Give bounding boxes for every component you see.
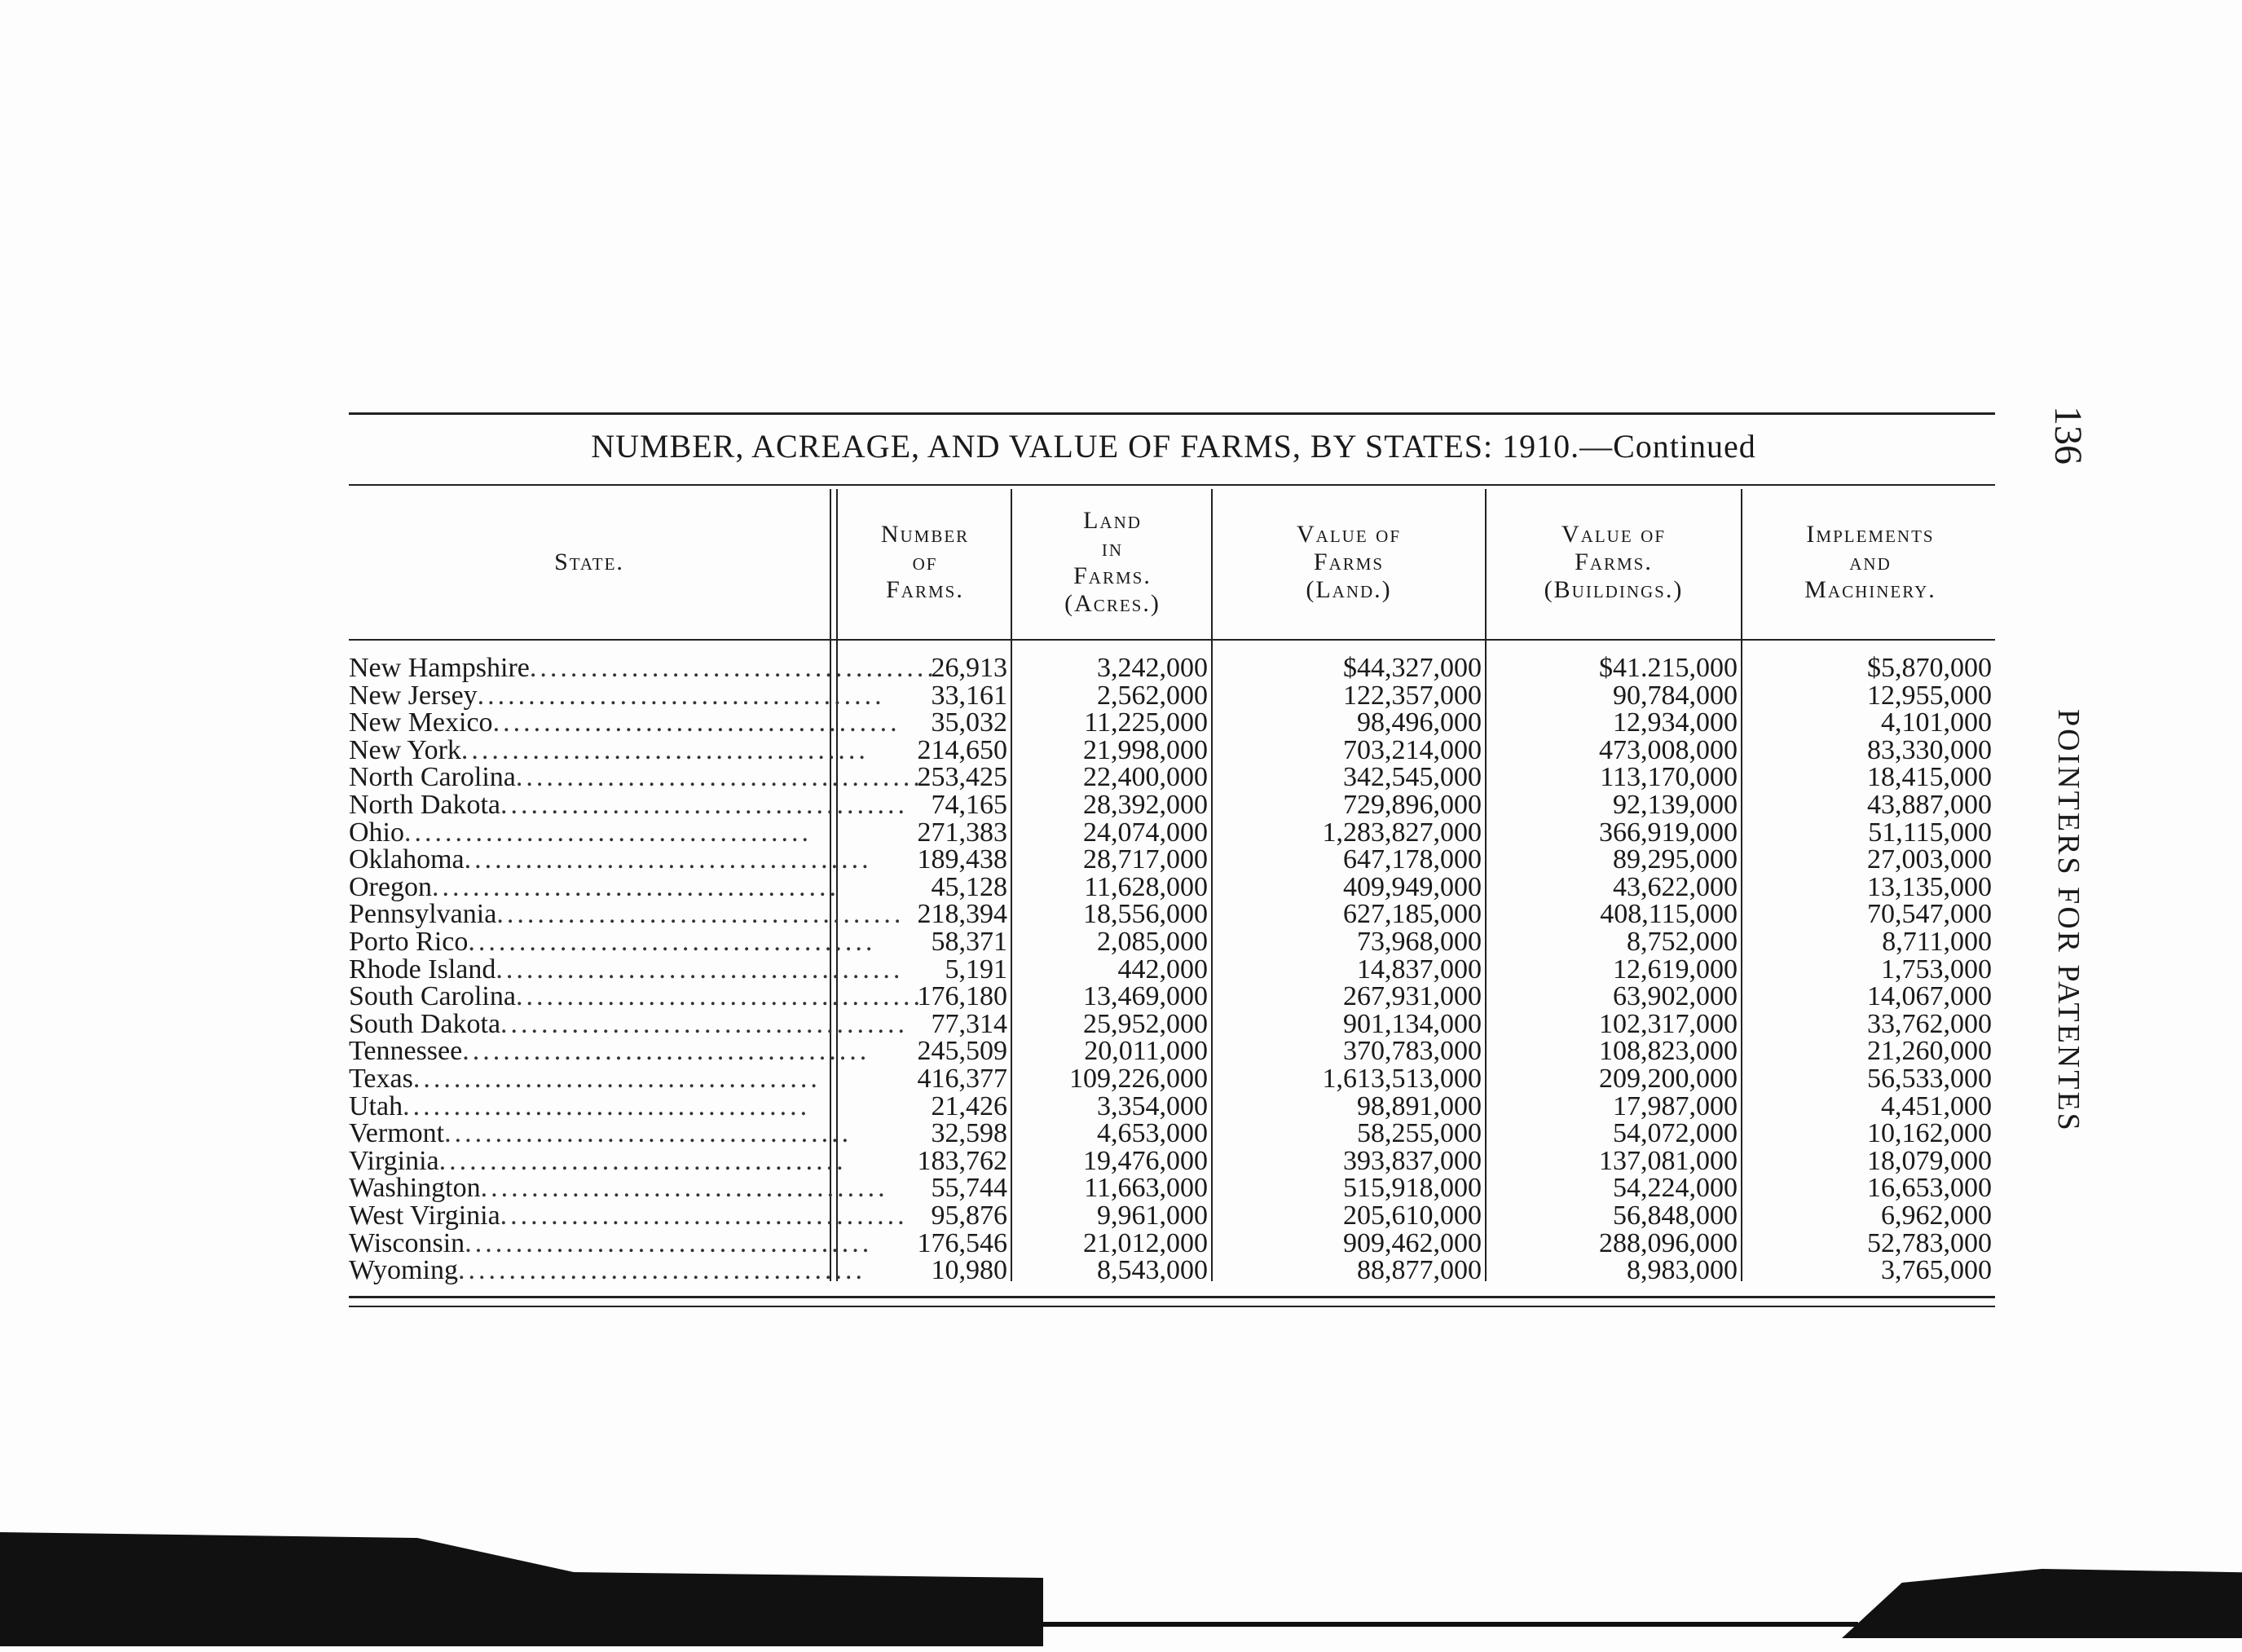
cell-acres: 13,469,000 — [1083, 981, 1208, 1012]
cell-acres: 11,628,000 — [1084, 871, 1208, 902]
cell-implements: 33,762,000 — [1867, 1008, 1992, 1039]
cell-buildings: 56,848,000 — [1613, 1200, 1738, 1231]
cell-land: 409,949,000 — [1343, 871, 1482, 902]
table-row — [349, 1174, 1995, 1202]
state-label: North Carolina — [349, 762, 516, 793]
cell-buildings: 113,170,000 — [1600, 762, 1738, 793]
table-row — [349, 1120, 1995, 1148]
cell-farms: 271,383 — [917, 817, 1007, 848]
table-row — [349, 1090, 1995, 1121]
table-row — [349, 928, 1995, 956]
cell-buildings: 209,200,000 — [1599, 1064, 1738, 1094]
cell-implements: 27,003,000 — [1867, 844, 1992, 875]
header-state — [349, 493, 830, 632]
header-line: Farms. — [1575, 548, 1653, 575]
table-row — [349, 871, 1995, 902]
cell-acres: 3,354,000 — [1097, 1090, 1208, 1121]
cell-farms: 74,165 — [931, 790, 1007, 820]
leader-dots: ........................................ — [515, 762, 923, 793]
cell-implements: 1,753,000 — [1881, 954, 1992, 985]
state-name — [349, 762, 923, 793]
header-line: Value of — [1561, 521, 1666, 548]
state-name — [349, 1118, 852, 1149]
header-implements — [1744, 493, 1997, 632]
header-value-buildings — [1487, 493, 1740, 632]
cell-farms: 58,371 — [931, 927, 1007, 957]
cell-land: 58,255,000 — [1357, 1118, 1482, 1149]
header-line: and — [1849, 548, 1892, 575]
cell-buildings: 473,008,000 — [1599, 734, 1738, 765]
state-name — [349, 1065, 821, 1093]
cell-farms: 5,191 — [945, 954, 1007, 985]
cell-farms: 176,546 — [917, 1227, 1007, 1258]
cell-buildings: 8,752,000 — [1627, 927, 1738, 957]
cell-farms: 245,509 — [917, 1036, 1007, 1067]
cell-buildings: 12,934,000 — [1613, 707, 1738, 738]
state-name — [349, 1036, 870, 1067]
cell-implements: 70,547,000 — [1867, 899, 1992, 930]
header-number-of-farms — [839, 493, 1011, 632]
state-name — [349, 790, 909, 820]
cell-acres: 9,961,000 — [1097, 1200, 1208, 1231]
cell-land: 88,877,000 — [1357, 1255, 1482, 1286]
state-name — [349, 1200, 908, 1231]
leader-dots: ........................................ — [404, 817, 812, 848]
state-name — [349, 899, 905, 930]
state-label: South Dakota — [349, 1008, 501, 1039]
header-land-in-farms — [1015, 493, 1210, 632]
state-name — [349, 819, 821, 847]
cell-buildings: 17,987,000 — [1613, 1090, 1738, 1121]
cell-acres: 2,562,000 — [1097, 680, 1208, 711]
table-row — [349, 654, 1995, 682]
cell-farms: 26,913 — [931, 653, 1007, 683]
cell-buildings: 108,823,000 — [1599, 1036, 1738, 1067]
table-row — [349, 734, 1995, 765]
header-line: Implements — [1806, 521, 1935, 548]
cell-acres: 2,085,000 — [1097, 927, 1208, 957]
cell-land: 14,837,000 — [1357, 954, 1482, 985]
cell-implements: 21,260,000 — [1867, 1036, 1992, 1067]
state-label: Washington — [349, 1173, 481, 1204]
state-name — [349, 981, 923, 1012]
header-line: Number — [880, 521, 970, 548]
cell-buildings: 12,619,000 — [1613, 954, 1738, 985]
cell-acres: 3,242,000 — [1097, 653, 1208, 683]
state-name — [349, 707, 901, 738]
state-name — [349, 1255, 866, 1286]
state-label: Virginia — [349, 1145, 439, 1176]
cell-buildings: 8,983,000 — [1627, 1255, 1738, 1286]
cell-acres: 22,400,000 — [1083, 762, 1208, 793]
cell-land: 73,968,000 — [1357, 927, 1482, 957]
table-row — [349, 956, 1995, 984]
cell-land: 98,891,000 — [1357, 1090, 1482, 1121]
bottom-rule — [349, 1296, 1995, 1298]
leader-dots: ........................................ — [496, 954, 904, 985]
table-row — [349, 1008, 1995, 1039]
cell-farms: 45,128 — [931, 871, 1007, 902]
leader-dots: ........................................ — [496, 899, 905, 930]
cell-buildings: 89,295,000 — [1613, 844, 1738, 875]
header-line: in — [1101, 535, 1124, 562]
header-line: (Acres.) — [1064, 590, 1161, 617]
cell-land: 205,610,000 — [1343, 1200, 1482, 1231]
header-line: Land — [1083, 507, 1142, 534]
cell-acres: 8,543,000 — [1097, 1255, 1208, 1286]
cell-implements: 18,415,000 — [1867, 762, 1992, 793]
cell-buildings: 366,919,000 — [1599, 817, 1738, 848]
cell-implements: $5,870,000 — [1867, 653, 1992, 683]
header-line: of — [912, 548, 938, 575]
cell-acres: 28,392,000 — [1083, 790, 1208, 820]
cell-acres: 24,074,000 — [1083, 817, 1208, 848]
header-line: Machinery. — [1804, 576, 1936, 603]
leader-dots: ........................................ — [444, 1118, 852, 1149]
cell-buildings: $41.215,000 — [1599, 653, 1738, 683]
cell-buildings: 43,622,000 — [1613, 871, 1738, 902]
leader-dots: ........................................ — [457, 1255, 866, 1286]
table-row — [349, 846, 1995, 874]
title-rule — [349, 484, 1995, 486]
cell-land: 370,783,000 — [1343, 1036, 1482, 1067]
cell-land: 515,918,000 — [1343, 1173, 1482, 1204]
header-line: (Buildings.) — [1544, 576, 1684, 603]
cell-farms: 32,598 — [931, 1118, 1007, 1149]
cell-farms: 253,425 — [917, 762, 1007, 793]
leader-dots: ........................................ — [460, 734, 869, 765]
cell-farms: 183,762 — [917, 1145, 1007, 1176]
cell-land: 901,134,000 — [1343, 1008, 1482, 1039]
cell-implements: 8,711,000 — [1882, 927, 1992, 957]
scan-shadow — [1043, 1622, 1858, 1627]
state-label: New Jersey — [349, 680, 478, 711]
cell-farms: 176,180 — [917, 981, 1007, 1012]
cell-land: 729,896,000 — [1343, 790, 1482, 820]
table-row — [349, 1257, 1995, 1284]
header-state-label: State. — [554, 548, 624, 575]
state-label: West Virginia — [349, 1200, 500, 1231]
leader-dots: ........................................ — [500, 1008, 909, 1039]
cell-land: $44,327,000 — [1343, 653, 1482, 683]
cell-implements: 43,887,000 — [1867, 790, 1992, 820]
table-title: NUMBER, ACREAGE, AND VALUE OF FARMS, BY STATES: 1910.—Continued — [591, 428, 1756, 465]
state-label: Oklahoma — [349, 844, 465, 875]
cell-implements: 16,653,000 — [1867, 1173, 1992, 1204]
table-row — [349, 1202, 1995, 1230]
cell-acres: 442,000 — [1117, 954, 1208, 985]
cell-land: 393,837,000 — [1343, 1145, 1482, 1176]
cell-farms: 10,980 — [931, 1255, 1007, 1286]
leader-dots: ........................................ — [515, 981, 923, 1012]
state-name — [349, 680, 885, 711]
leader-dots: ........................................ — [500, 1200, 908, 1231]
state-name — [349, 1090, 821, 1121]
table-row — [349, 901, 1995, 928]
cell-implements: 4,451,000 — [1881, 1090, 1992, 1121]
cell-land: 627,185,000 — [1343, 899, 1482, 930]
state-name — [349, 653, 937, 683]
cell-land: 267,931,000 — [1343, 981, 1482, 1012]
leader-dots: ........................................ — [412, 1064, 821, 1094]
header-line: Farms. — [886, 576, 964, 603]
header-line: Farms — [1313, 548, 1385, 575]
state-name — [349, 1008, 909, 1039]
state-label: Porto Rico — [349, 927, 469, 957]
scan-shadow — [0, 1532, 1043, 1646]
leader-dots: ........................................ — [500, 790, 909, 820]
cell-acres: 18,556,000 — [1083, 899, 1208, 930]
cell-buildings: 54,072,000 — [1613, 1118, 1738, 1149]
table-row — [349, 791, 1995, 819]
cell-land: 342,545,000 — [1343, 762, 1482, 793]
state-name — [349, 1227, 873, 1258]
table-row — [349, 1065, 1995, 1093]
state-label: New Mexico — [349, 707, 493, 738]
table-row — [349, 682, 1995, 710]
cell-land: 703,214,000 — [1343, 734, 1482, 765]
cell-farms: 214,650 — [917, 734, 1007, 765]
header-value-land — [1214, 493, 1483, 632]
cell-acres: 19,476,000 — [1083, 1145, 1208, 1176]
state-label: New York — [349, 734, 461, 765]
cell-implements: 13,135,000 — [1867, 871, 1992, 902]
table-row — [349, 1037, 1995, 1065]
table-row — [349, 764, 1995, 791]
leader-dots: ........................................ — [477, 680, 885, 711]
cell-buildings: 92,139,000 — [1613, 790, 1738, 820]
cell-buildings: 288,096,000 — [1599, 1227, 1738, 1258]
cell-farms: 416,377 — [917, 1064, 1007, 1094]
table-row — [349, 983, 1995, 1011]
cell-acres: 21,012,000 — [1083, 1227, 1208, 1258]
cell-acres: 28,717,000 — [1083, 844, 1208, 875]
state-name — [349, 1173, 888, 1204]
cell-farms: 33,161 — [931, 680, 1007, 711]
cell-implements: 12,955,000 — [1867, 680, 1992, 711]
cell-implements: 4,101,000 — [1881, 707, 1992, 738]
leader-dots: ........................................ — [529, 653, 937, 683]
top-rule — [349, 412, 1995, 415]
cell-implements: 10,162,000 — [1867, 1118, 1992, 1149]
state-name — [349, 927, 876, 957]
table-row — [349, 1145, 1995, 1176]
cell-farms: 21,426 — [931, 1090, 1007, 1121]
leader-dots: ........................................ — [462, 1036, 870, 1067]
state-name — [349, 954, 904, 985]
state-name — [349, 844, 872, 875]
cell-acres: 109,226,000 — [1069, 1064, 1208, 1094]
table-row — [349, 819, 1995, 847]
cell-land: 1,283,827,000 — [1322, 817, 1482, 848]
cell-implements: 14,067,000 — [1867, 981, 1992, 1012]
cell-buildings: 90,784,000 — [1613, 680, 1738, 711]
cell-farms: 35,032 — [931, 707, 1007, 738]
header-line: Farms. — [1073, 562, 1152, 589]
state-label: Oregon — [349, 871, 432, 902]
scan-shadow — [1842, 1569, 2242, 1638]
cell-acres: 25,952,000 — [1083, 1008, 1208, 1039]
state-label: South Carolina — [349, 981, 516, 1012]
state-label: Vermont — [349, 1118, 445, 1149]
header-line: (Land.) — [1306, 576, 1392, 603]
state-label: Rhode Island — [349, 954, 496, 985]
leader-dots: ........................................ — [492, 707, 901, 738]
table-row — [349, 709, 1995, 737]
cell-land: 98,496,000 — [1357, 707, 1482, 738]
state-label: Ohio — [349, 817, 404, 848]
cell-implements: 56,533,000 — [1867, 1064, 1992, 1094]
cell-acres: 4,653,000 — [1097, 1118, 1208, 1149]
cell-land: 909,462,000 — [1343, 1227, 1482, 1258]
leader-dots: ........................................ — [468, 927, 876, 957]
cell-land: 647,178,000 — [1343, 844, 1482, 875]
cell-buildings: 137,081,000 — [1599, 1145, 1738, 1176]
bottom-rule — [349, 1306, 1995, 1307]
cell-buildings: 102,317,000 — [1599, 1008, 1738, 1039]
state-name — [349, 871, 839, 902]
cell-farms: 77,314 — [931, 1008, 1007, 1039]
leader-dots: ........................................ — [464, 844, 872, 875]
cell-acres: 11,225,000 — [1084, 707, 1208, 738]
cell-acres: 11,663,000 — [1084, 1173, 1208, 1204]
state-name — [349, 1145, 847, 1176]
cell-implements: 18,079,000 — [1867, 1145, 1992, 1176]
leader-dots: ........................................ — [431, 871, 839, 902]
cell-acres: 21,998,000 — [1083, 734, 1208, 765]
cell-land: 122,357,000 — [1343, 680, 1482, 711]
leader-dots: ........................................ — [438, 1145, 847, 1176]
state-label: Utah — [349, 1090, 403, 1121]
cell-implements: 6,962,000 — [1881, 1200, 1992, 1231]
leader-dots: ........................................ — [465, 1227, 873, 1258]
leader-dots: ........................................ — [480, 1173, 888, 1204]
cell-buildings: 408,115,000 — [1600, 899, 1738, 930]
leader-dots: ........................................ — [403, 1090, 811, 1121]
cell-implements: 52,783,000 — [1867, 1227, 1992, 1258]
cell-implements: 83,330,000 — [1867, 734, 1992, 765]
header-rule — [349, 639, 1995, 641]
state-label: North Dakota — [349, 790, 501, 820]
cell-buildings: 63,902,000 — [1613, 981, 1738, 1012]
cell-farms: 55,744 — [931, 1173, 1007, 1204]
state-label: Wisconsin — [349, 1227, 465, 1258]
state-label: Wyoming — [349, 1255, 458, 1286]
state-label: Pennsylvania — [349, 899, 497, 930]
cell-farms: 189,438 — [917, 844, 1007, 875]
cell-implements: 3,765,000 — [1881, 1255, 1992, 1286]
state-name — [349, 734, 869, 765]
cell-acres: 20,011,000 — [1084, 1036, 1208, 1067]
cell-implements: 51,115,000 — [1868, 817, 1992, 848]
state-label: New Hampshire — [349, 653, 530, 683]
page-number: 136 — [2046, 406, 2090, 465]
state-label: Texas — [349, 1064, 413, 1094]
header-line: Value of — [1297, 521, 1401, 548]
table-row — [349, 1227, 1995, 1258]
running-side-title: POINTERS FOR PATENTES — [2051, 709, 2086, 1133]
cell-land: 1,613,513,000 — [1322, 1064, 1482, 1094]
cell-farms: 218,394 — [917, 899, 1007, 930]
state-label: Tennessee — [349, 1036, 463, 1067]
cell-farms: 95,876 — [931, 1200, 1007, 1231]
cell-buildings: 54,224,000 — [1613, 1173, 1738, 1204]
